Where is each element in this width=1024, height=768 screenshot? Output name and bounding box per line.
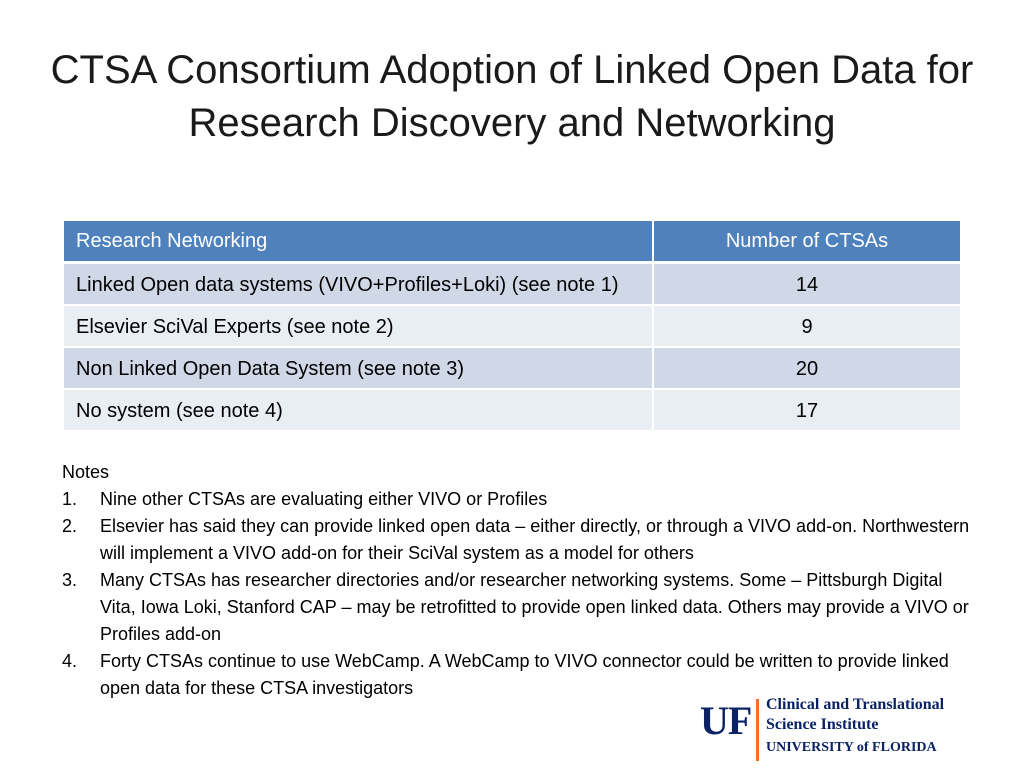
note-text: Many CTSAs has researcher directories and/or researcher networking systems. Some – Pittsburgh Digital Vita, Iowa Loki, Stanford CAP – may be retrofitted to provide open linked data. Others may provide a VIVO or Profiles add-on [100,570,969,644]
row-count: 9 [654,306,960,348]
slide-title [20,44,1004,150]
row-label: Linked Open data systems (VIVO+Profiles+Loki) (see note 1) [64,264,654,306]
row-label: Elsevier SciVal Experts (see note 2) [64,306,654,348]
table-row [64,306,960,348]
note-item [62,513,972,567]
note-text: Elsevier has said they can provide linked open data – either directly, or through a VIVO add-on. Northwestern will implement a VIVO add-on for their SciVal system as a model for others [100,516,970,563]
row-label: No system (see note 4) [64,390,654,432]
note-number: 2. [62,516,78,536]
table-header-row [64,221,960,264]
table-row [64,390,960,432]
note-number: 4. [62,651,78,671]
notes-heading: Notes [62,462,110,482]
notes-section [62,459,972,702]
row-count: 17 [654,390,960,432]
logo-line-1: Clinical and Translational [766,696,945,713]
slide-title-line-2: Research Discovery and Networking [188,101,836,145]
logo-line-3: UNIVERSITY of FLORIDA [766,740,937,755]
note-item [62,486,972,513]
column-header-research-networking: Research Networking [64,221,654,264]
logo-divider [756,699,759,761]
note-text: Forty CTSAs continue to use WebCamp. A WebCamp to VIVO connector could be written to provide linked open data for these CTSA investigators [100,651,949,698]
slide-title-line-1: CTSA Consortium Adoption of Linked Open Data for [50,48,974,92]
table-row [64,264,960,306]
table-row [64,348,960,390]
uf-ctsi-logo [700,693,980,763]
note-number: 3. [62,570,78,590]
column-header-number-of-ctsas: Number of CTSAs [654,221,960,264]
uf-logo-mark: UF [700,698,752,743]
notes-list [62,486,972,702]
row-count: 14 [654,264,960,306]
research-networking-table [64,221,960,432]
note-number: 1. [62,489,78,509]
row-count: 20 [654,348,960,390]
note-text: Nine other CTSAs are evaluating either VIVO or Profiles [100,489,548,509]
row-label: Non Linked Open Data System (see note 3) [64,348,654,390]
logo-line-2: Science Institute [766,716,879,733]
note-item [62,567,972,648]
